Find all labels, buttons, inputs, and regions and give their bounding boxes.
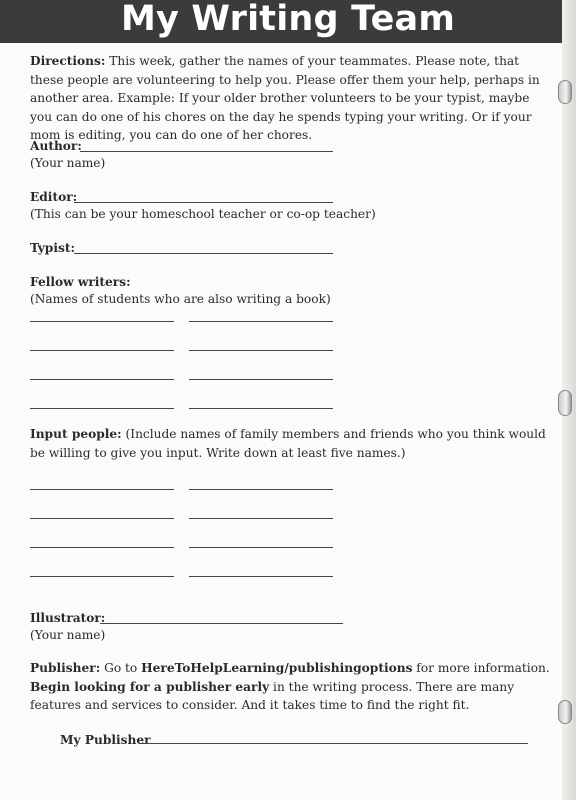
editor-field: [30, 190, 77, 204]
binder-hole-bottom: [558, 700, 572, 724]
fellow-writer-line[interactable]: [189, 379, 333, 380]
fellow-writer-line[interactable]: [30, 321, 174, 322]
input-person-line[interactable]: [30, 518, 174, 519]
illustrator-input-line[interactable]: [100, 623, 343, 624]
my-publisher-field: [60, 733, 151, 747]
directions-label: Directions:: [30, 54, 106, 68]
publisher-paragraph: [30, 659, 555, 715]
input-people-paragraph: [30, 425, 555, 462]
publisher-text-2: for more information.: [412, 661, 550, 675]
my-publisher-label: My Publisher: [60, 733, 151, 747]
publisher-text-1: Go to: [100, 661, 142, 675]
fellow-writer-line[interactable]: [189, 350, 333, 351]
editor-label: Editor:: [30, 190, 78, 204]
binder-hole-middle: [558, 390, 572, 416]
editor-input-line[interactable]: [74, 202, 333, 203]
fellow-writer-line[interactable]: [30, 408, 174, 409]
input-person-line[interactable]: [30, 489, 174, 490]
binder-hole-top: [558, 80, 572, 104]
input-people-label: Input people:: [30, 427, 122, 441]
typist-label: Typist:: [30, 241, 75, 255]
author-input-line[interactable]: [80, 151, 333, 152]
input-person-line[interactable]: [189, 547, 333, 548]
typist-input-line[interactable]: [74, 253, 333, 254]
author-hint: (Your name): [30, 156, 106, 170]
typist-field: [30, 241, 75, 255]
publisher-emphasis: Begin looking for a publisher early: [30, 679, 270, 694]
fellow-writer-line[interactable]: [30, 379, 174, 380]
publisher-text-3: in the writing process. There are many features and services to consider. And it takes time to find the right fit.: [30, 679, 515, 712]
fellow-writers-label: Fellow writers:: [30, 275, 131, 289]
input-person-line[interactable]: [30, 576, 174, 577]
input-people-text: (Include names of family members and friends who you think would be willing to give you input. Write down at least five names.): [30, 427, 546, 460]
directions-text: This week, gather the names of your teammates. Please note, that these people are volunteering to help you. Please offer them your help, perhaps in another area. Example: If your older brother volunteers to be your typist, maybe you can do one of his chores on the day he spends typing your writing. Or if your mom is editing, you can do one of her chores.: [30, 54, 540, 142]
input-person-line[interactable]: [30, 547, 174, 548]
fellow-writer-line[interactable]: [30, 350, 174, 351]
editor-hint: (This can be your homeschool teacher or co-op teacher): [30, 207, 376, 221]
fellow-writers-hint: (Names of students who are also writing a book): [30, 292, 331, 306]
fellow-writer-line[interactable]: [189, 321, 333, 322]
illustrator-label: Illustrator:: [30, 611, 106, 625]
page-header: [0, 0, 562, 43]
author-label: Author:: [30, 139, 82, 153]
author-field: [30, 139, 82, 153]
fellow-writer-line[interactable]: [189, 408, 333, 409]
publisher-label: Publisher:: [30, 661, 101, 675]
my-publisher-input-line[interactable]: [140, 743, 528, 744]
directions-paragraph: [30, 52, 555, 145]
page-title: My Writing Team: [120, 0, 455, 39]
input-person-line[interactable]: [189, 489, 333, 490]
fellow-writers-field: [30, 275, 131, 289]
input-person-line[interactable]: [189, 576, 333, 577]
publisher-link[interactable]: HereToHelpLearning/publishingoptions: [141, 661, 413, 675]
input-person-line[interactable]: [189, 518, 333, 519]
illustrator-hint: (Your name): [30, 628, 106, 642]
illustrator-field: [30, 611, 105, 625]
